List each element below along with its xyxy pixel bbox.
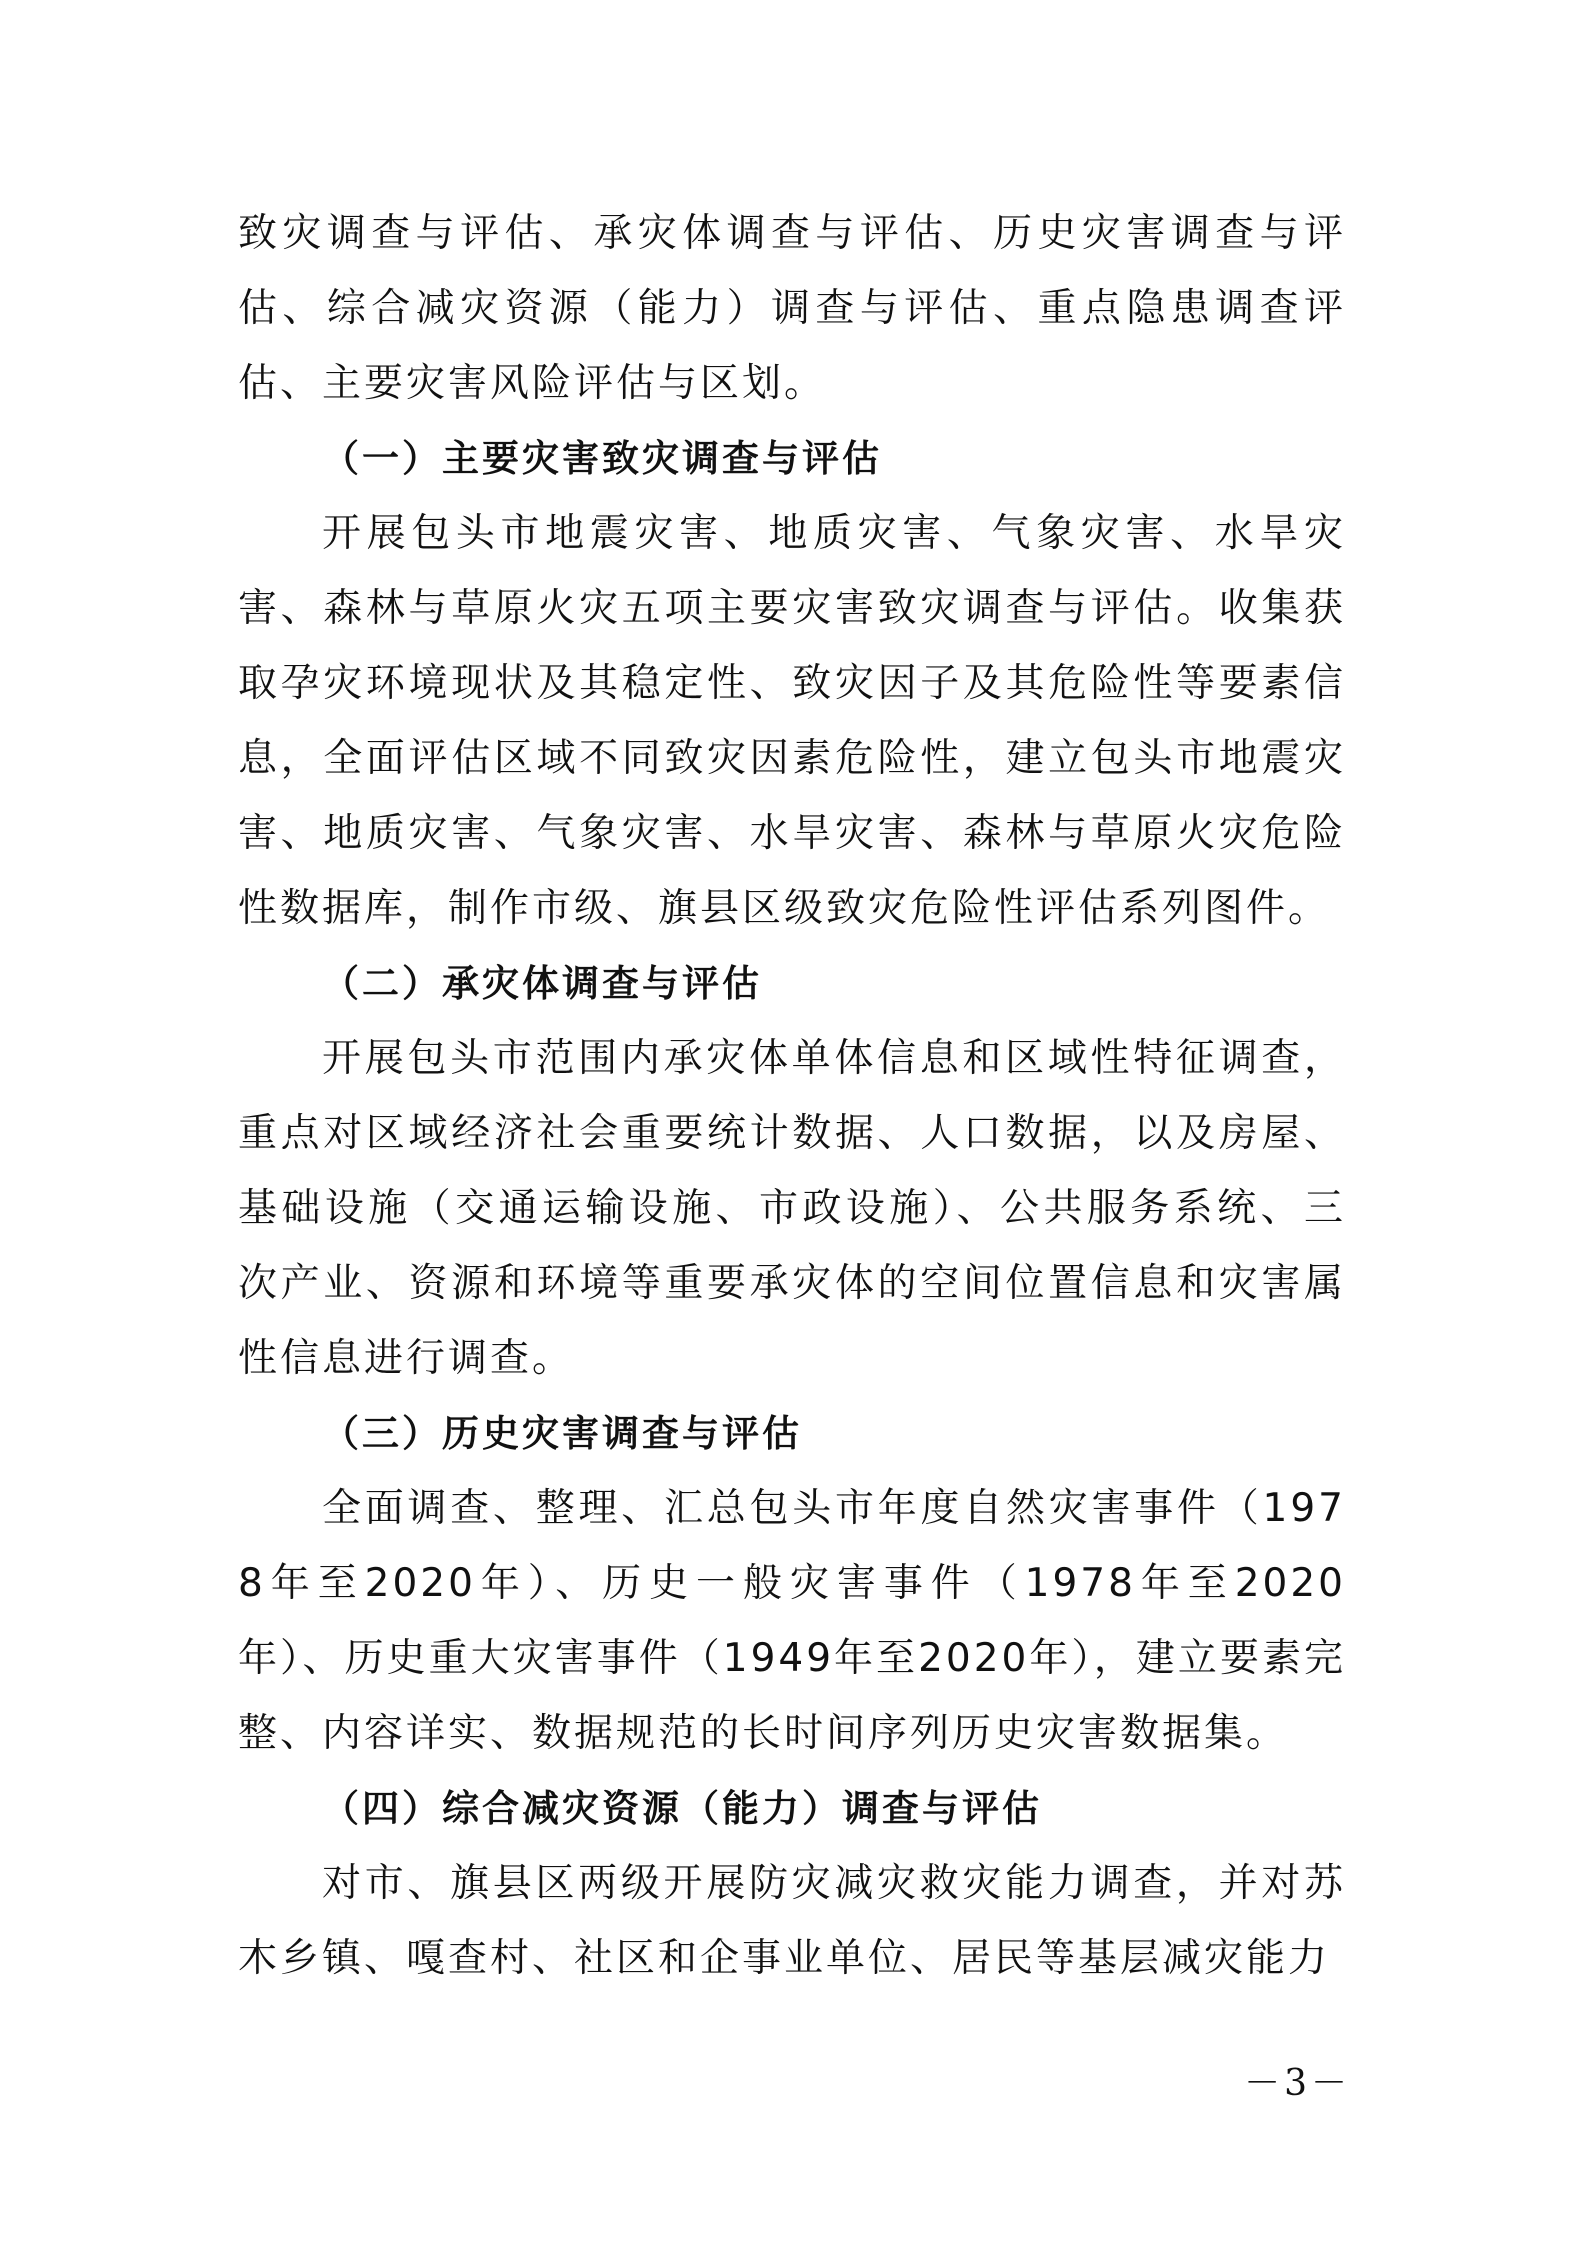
section-body-1: 开展包头市地震灾害、地质灾害、气象灾害、水旱灾害、森林与草原火灾五项主要灾害致灾调查与评估。收集获取孕灾环境现状及其稳定性、致灾因子及其危险性等要素信息，全面评估区域不同致灾因素危险性，建立包头市地震灾害、地质灾害、气象灾害、水旱灾害、森林与草原火灾危险性数据库，制作市级、旗县区级致灾危险性评估系列图件。 xyxy=(238,511,1346,931)
section-body-4: 对市、旗县区两级开展防灾减灾救灾能力调查，并对苏木乡镇、嘎查村、社区和企事业单位、居民等基层减灾能力 xyxy=(238,1861,1346,1981)
section-body-3: 全面调查、整理、汇总包头市年度自然灾害事件（1978年至2020年）、历史一般灾害事件（1978年至2020年）、历史重大灾害事件（1949年至2020年），建立要素完整、内容详实、数据规范的长时间序列历史灾害数据集。 xyxy=(238,1486,1346,1756)
section-heading-2: （二）承灾体调查与评估 xyxy=(322,961,762,1005)
document-body xyxy=(238,196,1346,1996)
page-number: －3－ xyxy=(1244,2063,1351,2104)
intro-paragraph: 致灾调查与评估、承灾体调查与评估、历史灾害调查与评估、综合减灾资源（能力）调查与评估、重点隐患调查评估、主要灾害风险评估与区划。 xyxy=(238,211,1346,406)
section-heading-4: （四）综合减灾资源（能力）调查与评估 xyxy=(322,1786,1042,1830)
section-heading-1: （一）主要灾害致灾调查与评估 xyxy=(322,436,882,480)
section-heading-3: （三）历史灾害调查与评估 xyxy=(322,1411,802,1455)
section-body-2: 开展包头市范围内承灾体单体信息和区域性特征调查，重点对区域经济社会重要统计数据、人口数据，以及房屋、基础设施（交通运输设施、市政设施）、公共服务系统、三次产业、资源和环境等重要承灾体的空间位置信息和灾害属性信息进行调查。 xyxy=(238,1036,1346,1381)
